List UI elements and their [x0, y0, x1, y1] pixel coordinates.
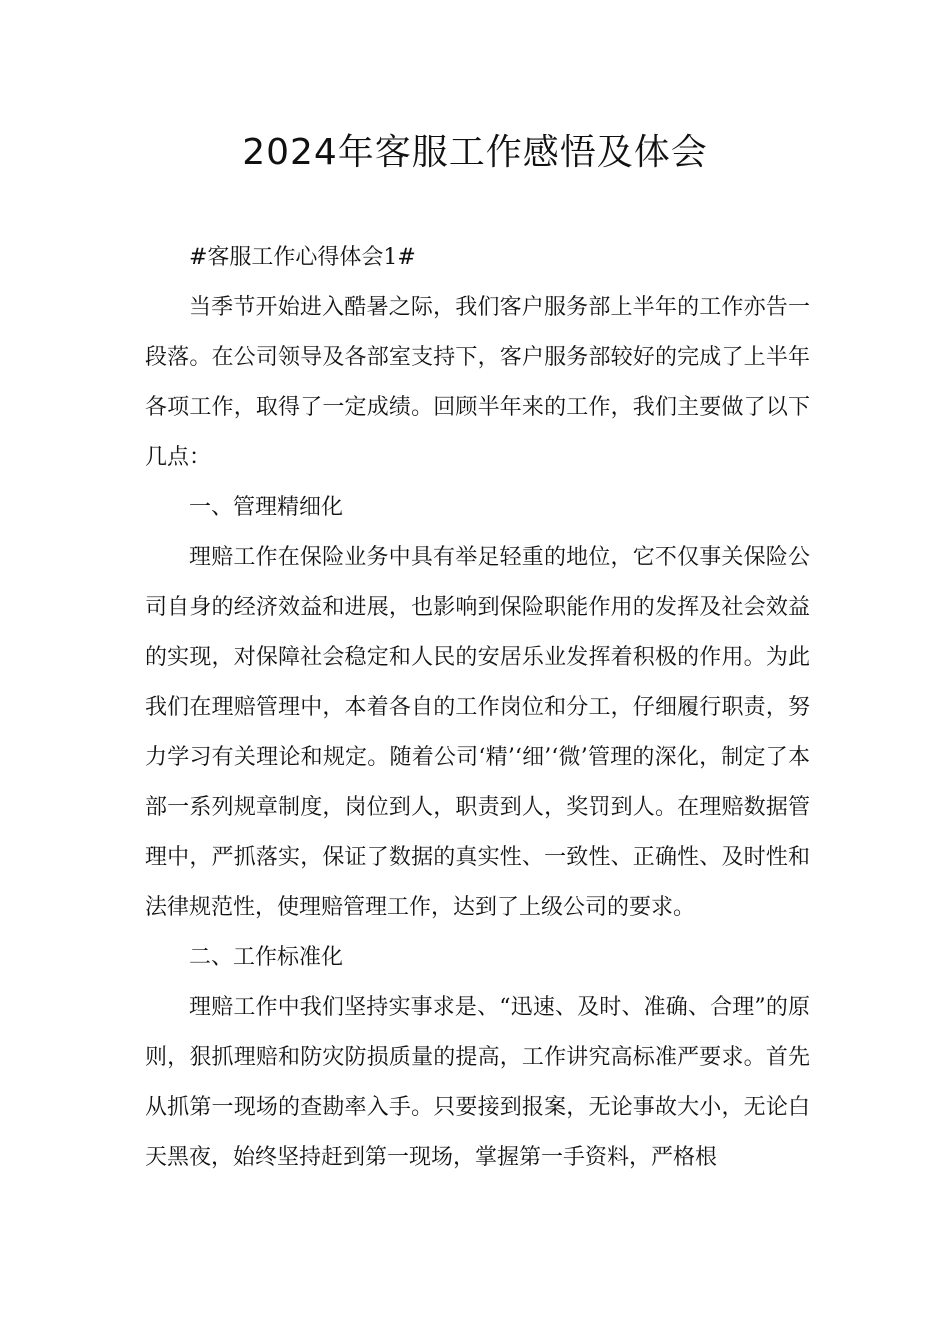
- intro-paragraph: 当季节开始进入酷暑之际，我们客户服务部上半年的工作亦告一段落。在公司领导及各部室支持下，客户服务部较好的完成了上半年各项工作，取得了一定成绩。回顾半年来的工作，我们主要做了以下几点：: [145, 295, 810, 470]
- section-heading: 一、管理精细化: [189, 495, 344, 520]
- document-body: [145, 233, 810, 1183]
- body-paragraph: 理赔工作中我们坚持实事求是、“迅速、及时、准确、合理”的原则，狠抓理赔和防灾防损质量的提高，工作讲究高标准严要求。首先从抓第一现场的查勘率入手。只要接到报案，无论事故大小，无论白天黑夜，始终坚持赶到第一现场，掌握第一手资料，严格根: [145, 995, 810, 1170]
- document-title: 2024年客服工作感悟及体会: [242, 132, 708, 173]
- body-paragraph: 理赔工作在保险业务中具有举足轻重的地位，它不仅事关保险公司自身的经济效益和进展，也影响到保险职能作用的发挥及社会效益的实现，对保障社会稳定和人民的安居乐业发挥着积极的作用。为此我们在理赔管理中，本着各自的工作岗位和分工，仔细履行职责，努力学习有关理论和规定。随着公司‘精’‘细’‘微’管理的深化，制定了本部一系列规章制度，岗位到人，职责到人，奖罚到人。在理赔数据管理中，严抓落实，保证了数据的真实性、一致性、正确性、及时性和法律规范性，使理赔管理工作，达到了上级公司的要求。: [145, 545, 810, 920]
- section-heading: #客服工作心得体会1#: [189, 245, 416, 270]
- section-heading: 二、工作标准化: [189, 945, 344, 970]
